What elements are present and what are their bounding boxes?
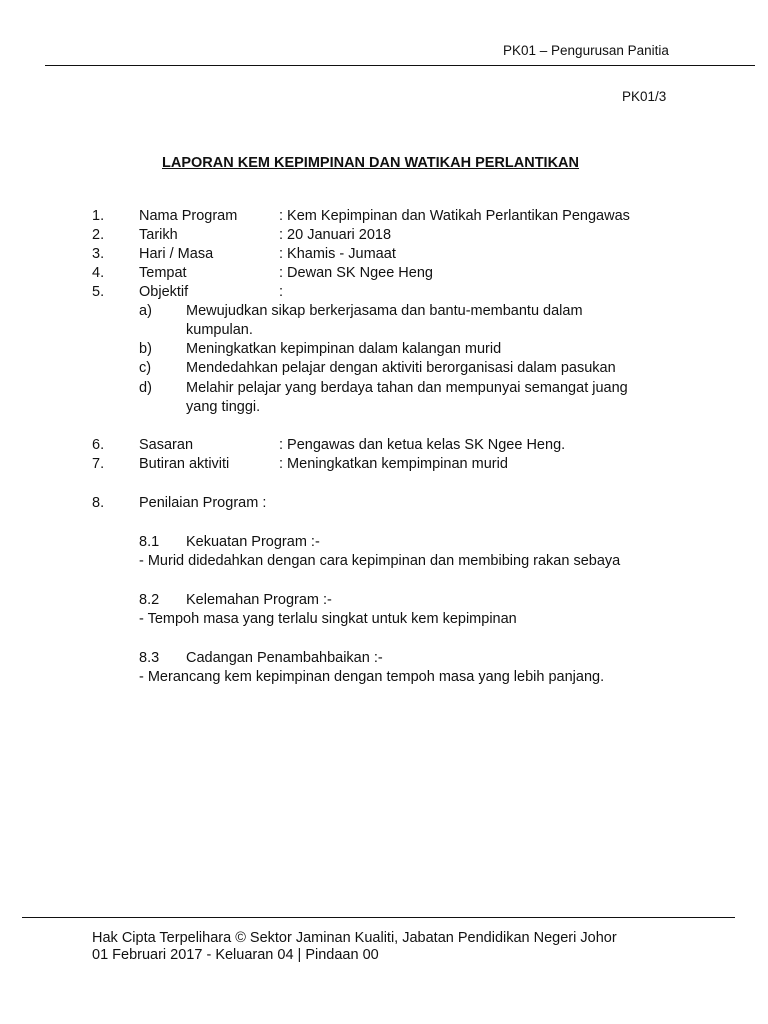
subsection-number: 8.1 [139,534,160,550]
objective-text: Melahir pelajar yang berdaya tahan dan mempunyai semangat juang [186,380,628,396]
footer-copyright: Hak Cipta Terpelihara © Sektor Jaminan Kualiti, Jabatan Pendidikan Negeri Johor [92,930,617,946]
document-reference: PK01 – Pengurusan Panitia [503,43,669,58]
item-value: : Pengawas dan ketua kelas SK Ngee Heng. [279,437,566,453]
subsection-number: 8.2 [139,592,160,608]
item-label: Nama Program [139,208,238,224]
objective-text: Mewujudkan sikap berkerjasama dan bantu-membantu dalam [186,303,583,319]
header-rule [45,65,755,66]
item-number: 6. [92,437,105,453]
subsection-heading: Cadangan Penambahbaikan :- [186,650,383,666]
objective-letter: b) [139,341,152,357]
item-value: : Khamis - Jumaat [279,246,396,262]
item-label: Tarikh [139,227,178,243]
objective-text-continued: yang tinggi. [186,399,261,415]
item-value: : Meningkatkan kempimpinan murid [279,456,508,472]
item-number: 7. [92,456,105,472]
item-number: 8. [92,495,105,511]
item-label: Tempat [139,265,187,281]
objective-letter: c) [139,360,152,376]
item-value: : 20 Januari 2018 [279,227,392,243]
item-label: Sasaran [139,437,194,453]
objective-text: Meningkatkan kepimpinan dalam kalangan murid [186,341,502,357]
subsection-text: - Tempoh masa yang terlalu singkat untuk kem kepimpinan [139,611,517,627]
item-label: Objektif [139,284,189,300]
objective-text-continued: kumpulan. [186,322,253,338]
footer-rule [22,917,735,918]
item-value: : Dewan SK Ngee Heng [279,265,433,281]
objective-letter: a) [139,303,152,319]
item-value: : [279,284,284,300]
item-label: Hari / Masa [139,246,214,262]
subsection-heading: Kekuatan Program :- [186,534,320,550]
report-title: LAPORAN KEM KEPIMPINAN DAN WATIKAH PERLANTIKAN [162,155,580,171]
item-number: 5. [92,284,105,300]
page-code: PK01/3 [622,89,667,104]
item-label: Butiran aktiviti [139,456,230,472]
item-number: 4. [92,265,105,281]
objective-text: Mendedahkan pelajar dengan aktiviti berorganisasi dalam pasukan [186,360,616,376]
item-number: 1. [92,208,105,224]
subsection-text: - Murid didedahkan dengan cara kepimpinan dan membibing rakan sebaya [139,553,621,569]
subsection-heading: Kelemahan Program :- [186,592,332,608]
objective-letter: d) [139,380,152,396]
item-number: 2. [92,227,105,243]
item-value: : Kem Kepimpinan dan Watikah Perlantikan Pengawas [279,208,630,224]
evaluation-label: Penilaian Program : [139,495,267,511]
item-number: 3. [92,246,105,262]
subsection-number: 8.3 [139,650,160,666]
subsection-text: - Merancang kem kepimpinan dengan tempoh masa yang lebih panjang. [139,669,605,685]
footer-version: 01 Februari 2017 - Keluaran 04 | Pindaan 00 [92,947,379,963]
